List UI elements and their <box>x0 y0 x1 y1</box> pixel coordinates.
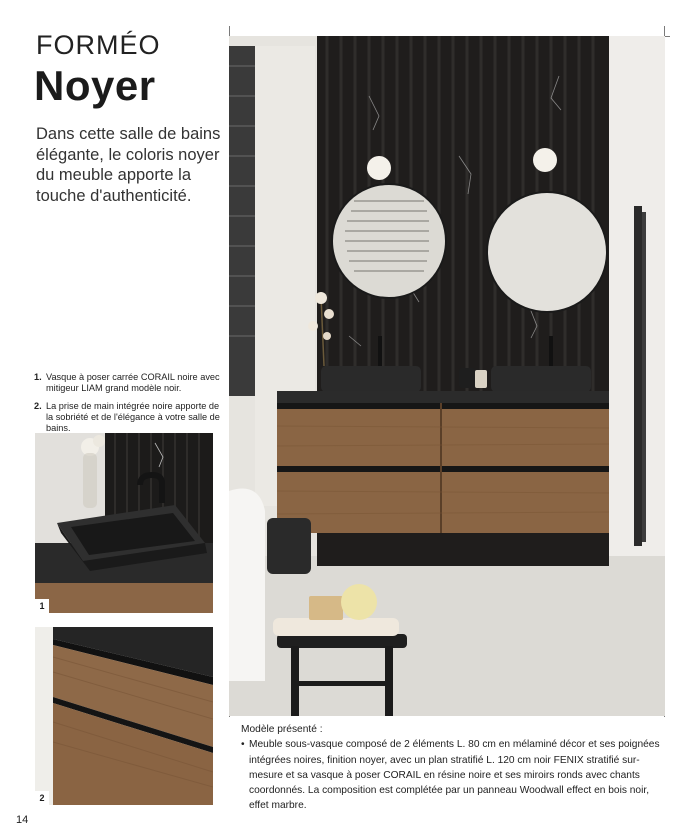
note-text: La prise de main intégrée noire apporte de la sobriété et de l'élégance à votre salle de bains. <box>46 401 220 433</box>
series-name: FORMÉO <box>36 30 161 60</box>
hero-scene <box>229 36 665 716</box>
sink-photo <box>35 433 213 613</box>
notes-list <box>34 372 224 441</box>
note-number: 1. <box>34 372 42 382</box>
bullet-dot: • <box>241 739 245 751</box>
thumbnail-badge: 1 <box>35 599 49 613</box>
note-text: Vasque à poser carrée CORAIL noire avec mitigeur LIAM grand modèle noir. <box>46 372 220 393</box>
caption-heading: Modèle présenté : <box>241 724 323 735</box>
caption-text: Meuble sous-vasque composé de 2 éléments L. 80 cm en mélaminé décor et ses poignées intégrées noires, finition noyer, avec un plan stratifié L. 120 cm noir FENIX stratifié sur-mesure et sa vasque à poser CORAIL en résine noire et ses miroirs ronds avec chants coordonnés. La composition est complétée par un panneau Woodwall effect en bois noir, effet marbre. <box>249 739 660 812</box>
thumbnail-badge: 2 <box>35 791 49 805</box>
thumbnail-sink <box>35 433 213 613</box>
thumbnail-drawer <box>35 627 213 805</box>
note-item <box>34 372 224 394</box>
model-caption <box>241 722 671 814</box>
page-number: 14 <box>16 814 29 826</box>
page-title: Noyer <box>34 62 156 109</box>
drawer-photo <box>35 627 213 805</box>
caption-bullet <box>241 737 671 813</box>
hero-photo <box>229 36 665 716</box>
note-item <box>34 401 224 434</box>
intro-text: Dans cette salle de bains élégante, le coloris noyer du meuble apporte la touche d'authenticité. <box>36 125 221 205</box>
note-number: 2. <box>34 401 42 411</box>
